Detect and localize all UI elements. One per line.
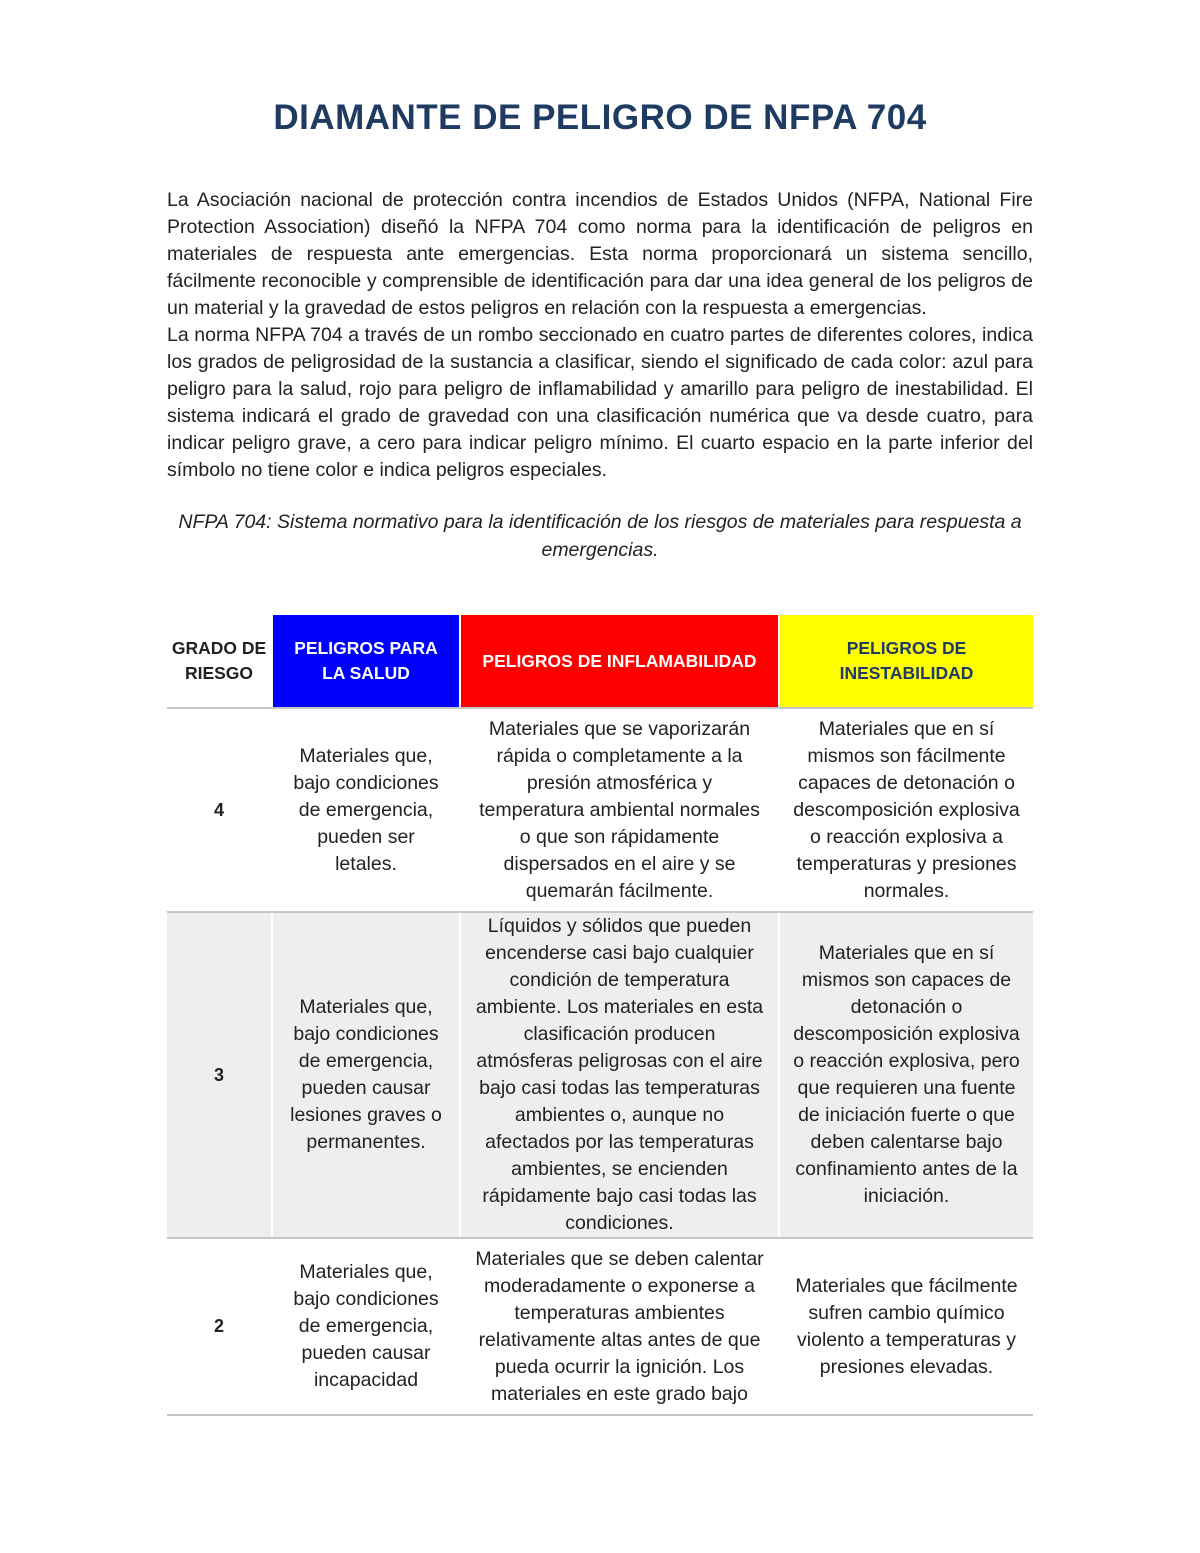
hazard-table xyxy=(167,615,1033,1416)
inestabilidad-cell: Materiales que fácilmente sufren cambio químico violento a temperaturas y presiones elevadas. xyxy=(779,1238,1033,1415)
caption: NFPA 704: Sistema normativo para la identificación de los riesgos de materiales para respuesta a emergencias. xyxy=(178,511,1022,561)
page-title: DIAMANTE DE PELIGRO DE NFPA 704 xyxy=(273,98,927,137)
header-peligros-inflamabilidad: PELIGROS DE INFLAMABILIDAD xyxy=(460,615,779,708)
header-grado-de-riesgo: GRADO DE RIESGO xyxy=(167,615,272,708)
inestabilidad-cell: Materiales que en sí mismos son capaces de detonación o descomposición explosiva o reacción explosiva, pero que requieren una fuente de iniciación fuerte o que deben calentarse bajo confinamiento antes de la iniciación. xyxy=(779,912,1033,1238)
salud-cell: Materiales que, bajo condiciones de emergencia, pueden causar lesiones graves o permanentes. xyxy=(272,912,460,1238)
table-row-grade-4 xyxy=(167,708,1033,912)
inflamabilidad-cell: Líquidos y sólidos que pueden encenderse casi bajo cualquier condición de temperatura ambiente. Los materiales en esta clasificación producen atmósferas peligrosas con el aire bajo casi todas las temperaturas ambientes o, aunque no afectados por las temperaturas ambientes, se encienden rápidamente bajo casi todas las condiciones. xyxy=(460,912,779,1238)
header-peligros-salud: PELIGROS PARA LA SALUD xyxy=(272,615,460,708)
header-peligros-inestabilidad: PELIGROS DE INESTABILIDAD xyxy=(779,615,1033,708)
table-row-grade-3 xyxy=(167,912,1033,1238)
table-header-row xyxy=(167,615,1033,708)
description-paragraph: La norma NFPA 704 a través de un rombo seccionado en cuatro partes de diferentes colores, indica los grados de peligrosidad de la sustancia a clasificar, siendo el significado de cada color: azul para peligro para la salud, rojo para peligro de inflamabilidad y amarillo para peligro de inestabilidad. El sistema indicará el grado de gravedad con una clasificación numérica que va desde cuatro, para indicar peligro grave, a cero para indicar peligro mínimo. El cuarto espacio en la parte inferior del símbolo no tiene color e indica peligros especiales. xyxy=(167,324,1033,481)
table-row-grade-2 xyxy=(167,1238,1033,1415)
grade-cell: 3 xyxy=(167,912,272,1238)
inflamabilidad-cell: Materiales que se vaporizarán rápida o completamente a la presión atmosférica y temperatura ambiental normales o que son rápidamente dispersados en el aire y se quemarán fácilmente. xyxy=(460,708,779,912)
inflamabilidad-cell xyxy=(460,1238,779,1415)
inflamabilidad-cell-text: Materiales que se deben calentar moderadamente o exponerse a temperaturas ambientes relativamente altas antes de que pueda ocurrir la ignición. Los materiales en este grado bajo xyxy=(475,1247,764,1405)
grade-cell: 4 xyxy=(167,708,272,912)
inestabilidad-cell: Materiales que en sí mismos son fácilmente capaces de detonación o descomposición explosiva o reacción explosiva a temperaturas y presiones normales. xyxy=(779,708,1033,912)
salud-cell: Materiales que, bajo condiciones de emergencia, pueden causar incapacidad xyxy=(272,1238,460,1415)
salud-cell: Materiales que, bajo condiciones de emergencia, pueden ser letales. xyxy=(272,708,460,912)
grade-cell: 2 xyxy=(167,1238,272,1415)
intro-paragraph: La Asociación nacional de protección contra incendios de Estados Unidos (NFPA, National Fire Protection Association) diseñó la NFPA 704 como norma para la identificación de peligros en materiales de respuesta ante emergencias. Esta norma proporcionará un sistema sencillo, fácilmente reconocible y comprensible de identificación para dar una idea general de los peligros de un material y la gravedad de estos peligros en relación con la respuesta a emergencias. xyxy=(167,189,1033,319)
